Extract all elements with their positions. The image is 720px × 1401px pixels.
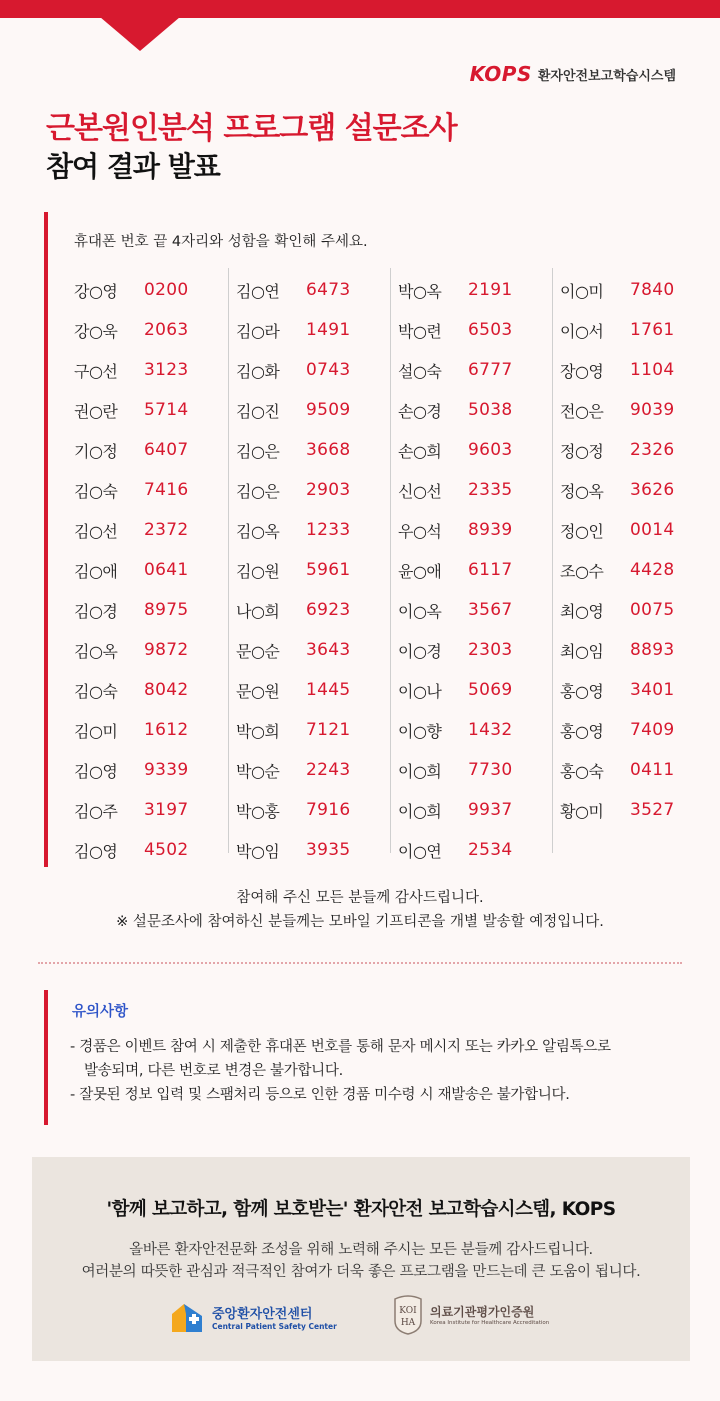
- winner-name: 박○홍: [236, 801, 280, 821]
- footer-desc-line: 여러분의 따뜻한 관심과 적극적인 참여가 더욱 좋은 프로그램을 만드는데 큰 도움이 됩니다.: [81, 1264, 641, 1280]
- winner-name: 김○은: [236, 481, 280, 501]
- winner-phone-last4: 3567: [468, 600, 513, 620]
- winner-phone-last4: 0411: [630, 760, 675, 780]
- winner-name: 박○순: [236, 761, 280, 781]
- winner-phone-last4: 2903: [306, 480, 351, 500]
- winner-phone-last4: 1612: [144, 720, 189, 740]
- notice-title: 유의사항: [72, 1004, 129, 1020]
- winner-entry: [236, 670, 396, 710]
- winner-name: 김○선: [74, 521, 118, 541]
- winner-entry: [74, 590, 234, 630]
- winner-name: 강○욱: [74, 321, 118, 341]
- winner-name: 이○경: [398, 641, 442, 661]
- winner-phone-last4: 7409: [630, 720, 675, 740]
- winner-phone-last4: 2243: [306, 760, 351, 780]
- winner-entry: [398, 630, 558, 670]
- winner-entry: [236, 510, 396, 550]
- winner-entry: [398, 590, 558, 630]
- winner-name: 김○숙: [74, 681, 118, 701]
- winner-entry: [398, 470, 558, 510]
- notice-item-continued: 발송되며, 다른 번호로 변경은 불가합니다.: [84, 1063, 343, 1079]
- winner-phone-last4: 1233: [306, 520, 351, 540]
- winner-entry: [560, 550, 720, 590]
- winner-name: 문○순: [236, 641, 280, 661]
- winner-phone-last4: 6117: [468, 560, 513, 580]
- winner-phone-last4: 5069: [468, 680, 513, 700]
- winner-phone-last4: 6923: [306, 600, 351, 620]
- brand: [470, 62, 676, 86]
- winner-name: 이○나: [398, 681, 442, 701]
- winner-name: 김○라: [236, 321, 280, 341]
- winner-phone-last4: 3626: [630, 480, 675, 500]
- org2-name: 의료기관평가인증원: [430, 1304, 535, 1319]
- house-cross-icon: [168, 1300, 206, 1334]
- winner-entry: [74, 830, 234, 870]
- page-title: 근본원인분석 프로그램 설문조사: [46, 111, 457, 146]
- winner-phone-last4: 0641: [144, 560, 189, 580]
- winner-name: 이○연: [398, 841, 442, 861]
- winner-name: 전○은: [560, 401, 604, 421]
- winner-phone-last4: 5714: [144, 400, 189, 420]
- winner-name: 김○영: [74, 761, 118, 781]
- winner-name: 박○옥: [398, 281, 442, 301]
- winner-phone-last4: 3643: [306, 640, 351, 660]
- winner-entry: [560, 790, 720, 830]
- winner-phone-last4: 6503: [468, 320, 513, 340]
- winner-name: 김○은: [236, 441, 280, 461]
- winner-entry: [398, 550, 558, 590]
- winner-phone-last4: 7840: [630, 280, 675, 300]
- winner-name: 황○미: [560, 801, 604, 821]
- winner-phone-last4: 1104: [630, 360, 675, 380]
- winner-name: 이○희: [398, 801, 442, 821]
- winner-entry: [560, 310, 720, 350]
- winner-phone-last4: 3668: [306, 440, 351, 460]
- notice-item: - 잘못된 정보 입력 및 스팸처리 등으로 인한 경품 미수령 시 재발송은 불가합니다.: [70, 1087, 570, 1103]
- winner-phone-last4: 4428: [630, 560, 675, 580]
- winner-entry: [236, 430, 396, 470]
- winner-entry: [398, 670, 558, 710]
- winner-entry: [398, 310, 558, 350]
- brand-name: 환자안전보고학습시스템: [537, 68, 676, 84]
- winner-name: 장○영: [560, 361, 604, 381]
- winner-phone-last4: 6407: [144, 440, 189, 460]
- winner-entry: [560, 710, 720, 750]
- winner-entry: [236, 590, 396, 630]
- winner-name: 김○진: [236, 401, 280, 421]
- winner-name: 설○숙: [398, 361, 442, 381]
- winner-name: 손○희: [398, 441, 442, 461]
- winner-name: 손○경: [398, 401, 442, 421]
- winner-name: 최○임: [560, 641, 604, 661]
- winner-entry: [398, 430, 558, 470]
- winner-name: 이○향: [398, 721, 442, 741]
- winner-entry: [236, 270, 396, 310]
- org-logo-koiha: [392, 1293, 549, 1335]
- winner-name: 정○인: [560, 521, 604, 541]
- winner-name: 박○임: [236, 841, 280, 861]
- winner-name: 정○옥: [560, 481, 604, 501]
- winner-entry: [398, 790, 558, 830]
- winner-entry: [560, 430, 720, 470]
- winner-name: 박○련: [398, 321, 442, 341]
- winner-name: 우○석: [398, 521, 442, 541]
- winner-entry: [74, 430, 234, 470]
- winner-phone-last4: 7730: [468, 760, 513, 780]
- winner-column-1: [74, 270, 234, 870]
- footer-title: '함께 보고하고, 함께 보호받는' 환자안전 보고학습시스템, KOPS: [106, 1199, 616, 1220]
- winner-entry: [398, 710, 558, 750]
- winner-column-3: [398, 270, 558, 870]
- winner-entry: [560, 390, 720, 430]
- winner-entry: [74, 750, 234, 790]
- winner-phone-last4: 3935: [306, 840, 351, 860]
- top-band: [0, 0, 720, 18]
- winner-name: 최○영: [560, 601, 604, 621]
- winner-name: 권○란: [74, 401, 118, 421]
- winner-entry: [236, 310, 396, 350]
- winner-name: 기○정: [74, 441, 118, 461]
- winner-entry: [236, 470, 396, 510]
- winner-phone-last4: 9039: [630, 400, 675, 420]
- thanks-line: 참여해 주신 모든 분들께 감사드립니다.: [236, 890, 484, 906]
- top-notch: [100, 17, 180, 51]
- winner-entry: [236, 390, 396, 430]
- winner-name: 김○옥: [74, 641, 118, 661]
- org-logo-cpsc: [168, 1300, 337, 1334]
- winner-phone-last4: 2303: [468, 640, 513, 660]
- koiha-mark-top: KOI: [399, 1306, 417, 1316]
- winner-entry: [398, 830, 558, 870]
- winner-phone-last4: 3197: [144, 800, 189, 820]
- winner-entry: [74, 670, 234, 710]
- winner-name: 정○정: [560, 441, 604, 461]
- kops-logo: KOPS: [469, 62, 532, 86]
- winner-name: 나○희: [236, 601, 280, 621]
- footer-description: [32, 1239, 690, 1283]
- winner-phone-last4: 1491: [306, 320, 351, 340]
- winner-phone-last4: 5038: [468, 400, 513, 420]
- winner-phone-last4: 7121: [306, 720, 351, 740]
- winner-phone-last4: 3527: [630, 800, 675, 820]
- winner-entry: [236, 790, 396, 830]
- winner-entry: [398, 750, 558, 790]
- dotted-divider: [38, 962, 682, 964]
- winner-entry: [74, 510, 234, 550]
- winner-entry: [74, 390, 234, 430]
- winner-phone-last4: 0743: [306, 360, 351, 380]
- notice-panel: [44, 990, 684, 1125]
- footer-desc-line: 올바른 환자안전문화 조성을 위해 노력해 주시는 모든 분들께 감사드립니다.: [129, 1242, 593, 1258]
- winner-phone-last4: 9339: [144, 760, 189, 780]
- winner-name: 이○서: [560, 321, 604, 341]
- winner-name: 윤○애: [398, 561, 442, 581]
- winner-entry: [398, 270, 558, 310]
- winner-entry: [560, 470, 720, 510]
- winner-phone-last4: 2191: [468, 280, 513, 300]
- winner-name: 박○희: [236, 721, 280, 741]
- winner-entry: [74, 630, 234, 670]
- winner-name: 이○희: [398, 761, 442, 781]
- winner-name: 홍○숙: [560, 761, 604, 781]
- winner-column-4: [560, 270, 720, 830]
- winner-entry: [560, 670, 720, 710]
- winner-name: 신○선: [398, 481, 442, 501]
- org1-name: 중앙환자안전센터: [212, 1307, 313, 1322]
- winner-column-2: [236, 270, 396, 870]
- winner-phone-last4: 2372: [144, 520, 189, 540]
- winner-phone-last4: 8893: [630, 640, 675, 660]
- winner-phone-last4: 9509: [306, 400, 351, 420]
- winner-name: 김○애: [74, 561, 118, 581]
- winner-entry: [560, 630, 720, 670]
- winner-phone-last4: 2063: [144, 320, 189, 340]
- winner-phone-last4: 7416: [144, 480, 189, 500]
- winner-name: 김○연: [236, 281, 280, 301]
- winner-phone-last4: 8939: [468, 520, 513, 540]
- winner-phone-last4: 2326: [630, 440, 675, 460]
- winner-name: 강○영: [74, 281, 118, 301]
- koiha-shield-icon: [392, 1293, 424, 1335]
- winner-entry: [74, 350, 234, 390]
- winner-entry: [398, 510, 558, 550]
- winner-phone-last4: 3123: [144, 360, 189, 380]
- winner-phone-last4: 3401: [630, 680, 675, 700]
- winner-phone-last4: 0014: [630, 520, 675, 540]
- winner-entry: [236, 350, 396, 390]
- winner-entry: [560, 590, 720, 630]
- thanks-message: [0, 886, 720, 934]
- winner-phone-last4: 1432: [468, 720, 513, 740]
- page-subtitle: 참여 결과 발표: [46, 150, 220, 183]
- results-panel: [44, 212, 684, 867]
- winner-phone-last4: 8975: [144, 600, 189, 620]
- winner-phone-last4: 6777: [468, 360, 513, 380]
- winner-name: 조○수: [560, 561, 604, 581]
- winner-phone-last4: 0075: [630, 600, 675, 620]
- gift-note: ※ 설문조사에 참여하신 분들께는 모바일 기프티콘을 개별 발송할 예정입니다.: [116, 914, 604, 930]
- winner-name: 김○원: [236, 561, 280, 581]
- winner-name: 홍○영: [560, 721, 604, 741]
- org2-name-en: Korea Institute for Healthcare Accreditation: [430, 1319, 550, 1326]
- winner-phone-last4: 9937: [468, 800, 513, 820]
- winner-entry: [560, 510, 720, 550]
- footer-panel: [32, 1157, 690, 1361]
- winner-name: 김○숙: [74, 481, 118, 501]
- winner-phone-last4: 1445: [306, 680, 351, 700]
- org1-name-en: Central Patient Safety Center: [212, 1322, 337, 1331]
- winner-entry: [398, 350, 558, 390]
- winner-entry: [74, 470, 234, 510]
- winner-name: 김○옥: [236, 521, 280, 541]
- winner-entry: [74, 710, 234, 750]
- winner-name: 김○영: [74, 841, 118, 861]
- winner-phone-last4: 0200: [144, 280, 189, 300]
- winner-entry: [236, 710, 396, 750]
- koiha-mark-bottom: HA: [400, 1318, 416, 1328]
- winner-name: 김○경: [74, 601, 118, 621]
- winner-entry: [236, 630, 396, 670]
- winner-entry: [560, 350, 720, 390]
- winner-name: 김○미: [74, 721, 118, 741]
- winner-phone-last4: 1761: [630, 320, 675, 340]
- winner-entry: [236, 830, 396, 870]
- winner-name: 홍○영: [560, 681, 604, 701]
- winner-phone-last4: 9603: [468, 440, 513, 460]
- winner-name: 문○원: [236, 681, 280, 701]
- winner-phone-last4: 7916: [306, 800, 351, 820]
- winner-entry: [74, 550, 234, 590]
- winner-entry: [560, 750, 720, 790]
- winner-name: 이○미: [560, 281, 604, 301]
- winner-entry: [560, 270, 720, 310]
- winner-entry: [74, 790, 234, 830]
- winner-entry: [236, 750, 396, 790]
- winner-phone-last4: 5961: [306, 560, 351, 580]
- winner-name: 이○옥: [398, 601, 442, 621]
- winner-phone-last4: 4502: [144, 840, 189, 860]
- winner-phone-last4: 6473: [306, 280, 351, 300]
- results-intro: 휴대폰 번호 끝 4자리와 성함을 확인해 주세요.: [74, 234, 368, 250]
- winner-phone-last4: 9872: [144, 640, 189, 660]
- winner-phone-last4: 8042: [144, 680, 189, 700]
- winner-name: 구○선: [74, 361, 118, 381]
- notice-item: - 경품은 이벤트 참여 시 제출한 휴대폰 번호를 통해 문자 메시지 또는 카카오 알림톡으로: [70, 1039, 611, 1055]
- winner-name: 김○화: [236, 361, 280, 381]
- winner-entry: [74, 310, 234, 350]
- winner-entry: [398, 390, 558, 430]
- winner-entry: [236, 550, 396, 590]
- winner-phone-last4: 2335: [468, 480, 513, 500]
- winner-phone-last4: 2534: [468, 840, 513, 860]
- winner-name: 김○주: [74, 801, 118, 821]
- winner-entry: [74, 270, 234, 310]
